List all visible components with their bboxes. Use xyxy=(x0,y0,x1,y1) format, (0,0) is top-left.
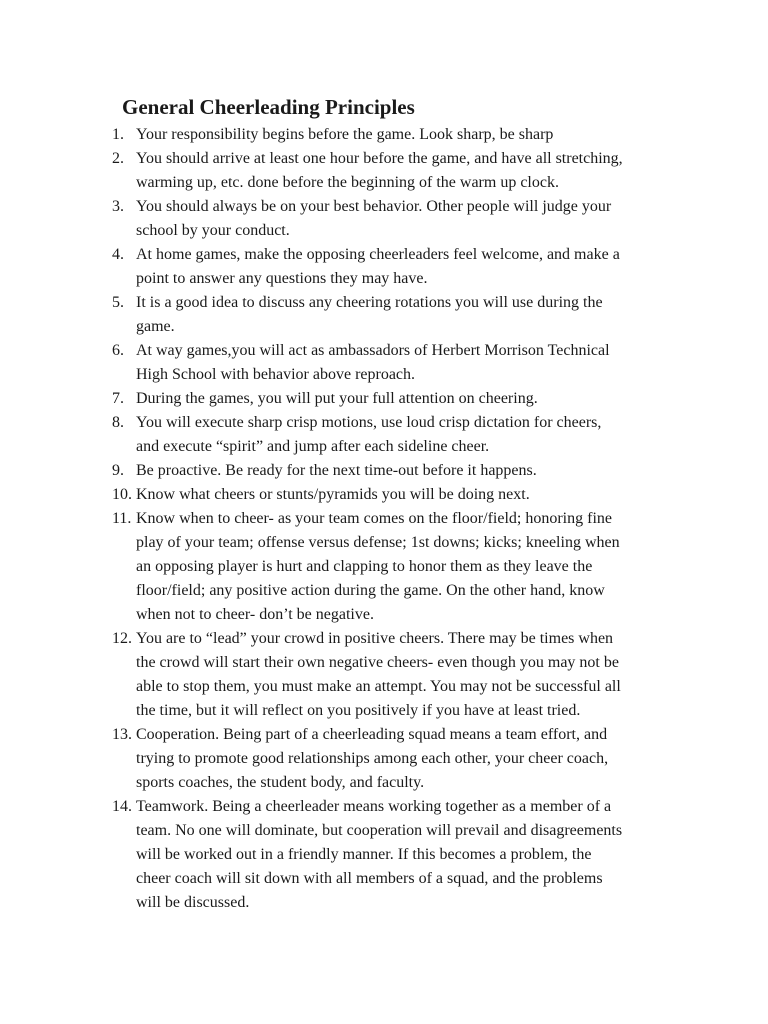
principle-item xyxy=(0,387,768,411)
item-text-line: cheer coach will sit down with all members of a squad, and the problems xyxy=(136,870,603,887)
item-text-line: It is a good idea to discuss any cheering rotations you will use during the xyxy=(136,294,603,311)
document-title: General Cheerleading Principles xyxy=(122,95,415,119)
item-text-line: will be discussed. xyxy=(136,894,250,911)
item-text-line: when not to cheer- don’t be negative. xyxy=(136,606,374,623)
item-number: 5. xyxy=(112,294,124,311)
item-text-line: Teamwork. Being a cheerleader means working together as a member of a xyxy=(136,798,612,815)
item-number: 7. xyxy=(112,390,124,407)
item-text-line: You should always be on your best behavior. Other people will judge your xyxy=(136,198,612,215)
item-text-line: During the games, you will put your full attention on cheering. xyxy=(136,390,538,407)
item-number: 1. xyxy=(112,126,124,143)
principle-item xyxy=(0,507,768,627)
item-text-line: Know when to cheer- as your team comes on the floor/field; honoring fine xyxy=(136,510,612,527)
item-number: 4. xyxy=(112,246,124,263)
item-text-line: and execute “spirit” and jump after each sideline cheer. xyxy=(136,438,490,455)
item-text-line: team. No one will dominate, but cooperation will prevail and disagreements xyxy=(136,822,623,839)
item-number: 8. xyxy=(112,414,124,431)
principle-item xyxy=(0,627,768,723)
item-text-line: game. xyxy=(136,318,175,335)
item-text-line: able to stop them, you must make an attempt. You may not be successful all xyxy=(136,678,621,695)
principle-item xyxy=(0,195,768,243)
item-text-line: At way games,you will act as ambassadors of Herbert Morrison Technical xyxy=(136,342,610,359)
item-text-line: Your responsibility begins before the game. Look sharp, be sharp xyxy=(136,126,554,143)
item-number: 3. xyxy=(112,198,124,215)
item-text-line: You will execute sharp crisp motions, use loud crisp dictation for cheers, xyxy=(136,414,602,431)
principle-item xyxy=(0,339,768,387)
item-text-line: will be worked out in a friendly manner. If this becomes a problem, the xyxy=(136,846,592,863)
principle-item xyxy=(0,795,768,915)
principle-item xyxy=(0,243,768,291)
item-number: 14. xyxy=(112,798,132,815)
item-number: 11. xyxy=(112,510,132,527)
principle-item xyxy=(0,411,768,459)
principle-item xyxy=(0,723,768,795)
item-text-line: school by your conduct. xyxy=(136,222,290,239)
item-text-line: the time, but it will reflect on you positively if you have at least tried. xyxy=(136,702,581,719)
item-number: 2. xyxy=(112,150,124,167)
principles-list xyxy=(0,123,768,915)
item-text-line: sports coaches, the student body, and faculty. xyxy=(136,774,425,791)
item-text-line: trying to promote good relationships among each other, your cheer coach, xyxy=(136,750,609,767)
item-text-line: an opposing player is hurt and clapping to honor them as they leave the xyxy=(136,558,593,575)
principle-item xyxy=(0,291,768,339)
principle-item xyxy=(0,459,768,483)
item-text-line: High School with behavior above reproach. xyxy=(136,366,416,383)
item-text-line: floor/field; any positive action during the game. On the other hand, know xyxy=(136,582,605,599)
principle-item xyxy=(0,123,768,147)
item-text-line: You are to “lead” your crowd in positive cheers. There may be times when xyxy=(136,630,614,647)
item-text-line: Be proactive. Be ready for the next time-out before it happens. xyxy=(136,462,537,479)
item-number: 6. xyxy=(112,342,124,359)
item-number: 10. xyxy=(112,486,132,503)
item-text-line: warming up, etc. done before the beginning of the warm up clock. xyxy=(136,174,559,191)
item-text-line: Know what cheers or stunts/pyramids you will be doing next. xyxy=(136,486,530,503)
item-text-line: the crowd will start their own negative cheers- even though you may not be xyxy=(136,654,619,671)
item-number: 13. xyxy=(112,726,132,743)
principle-item xyxy=(0,483,768,507)
principle-item xyxy=(0,147,768,195)
item-text-line: At home games, make the opposing cheerleaders feel welcome, and make a xyxy=(136,246,620,263)
item-text-line: Cooperation. Being part of a cheerleading squad means a team effort, and xyxy=(136,726,608,743)
item-text-line: You should arrive at least one hour before the game, and have all stretching, xyxy=(136,150,623,167)
item-text-line: point to answer any questions they may have. xyxy=(136,270,428,287)
item-number: 12. xyxy=(112,630,132,647)
item-number: 9. xyxy=(112,462,124,479)
item-text-line: play of your team; offense versus defense; 1st downs; kicks; kneeling when xyxy=(136,534,620,551)
